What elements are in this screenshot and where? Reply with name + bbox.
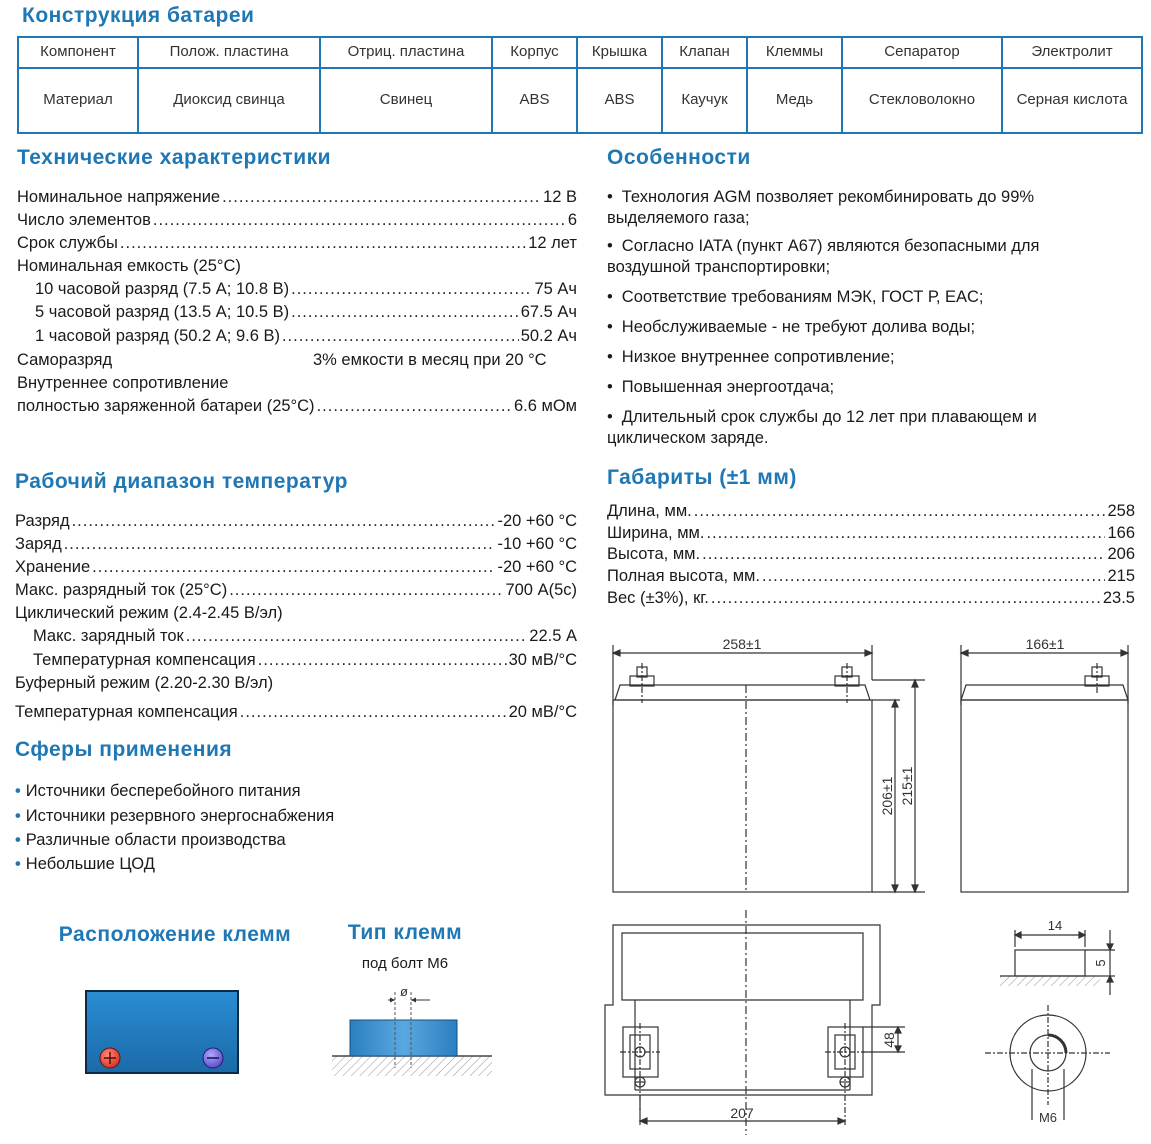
spec-label: Ширина, мм. <box>607 524 705 542</box>
table-cell: Диоксид свинца <box>138 68 320 133</box>
spec-label: 1 часовой разряд (50.2 А; 9.6 В) <box>35 327 280 345</box>
spec-value: 215 <box>1107 567 1135 585</box>
spec-label: Макс. разрядный ток (25°C) <box>15 581 228 599</box>
terminal-spacing-label: 207 <box>730 1105 754 1121</box>
spec-value: -10 +60 °C <box>497 535 577 553</box>
spec-label: Заряд <box>15 535 62 553</box>
table-cell: ABS <box>577 68 662 133</box>
table-cell: ABS <box>492 68 577 133</box>
list-item: • Повышенная энергоотдача; <box>607 378 835 396</box>
list-item-text: Различные области производства <box>25 831 286 849</box>
terminal-diameter-label: 14 <box>1047 918 1063 933</box>
spec-value: 30 мВ/°С <box>508 651 577 669</box>
spec-label: Температурная компенсация <box>15 703 238 721</box>
spec-resistance <box>17 395 577 417</box>
spec-value: 6.6 мОм <box>513 397 577 415</box>
temp-buffer-label: Буферный режим (2.20-2.30 В/эл) <box>15 674 274 692</box>
list-item-text: Согласно IATA (пункт А67) являются безопасными для воздушной транспортировки; <box>607 237 1040 276</box>
total-height-dimension-label: 215±1 <box>899 766 915 806</box>
list-item-text: Источники бесперебойного питания <box>25 782 301 800</box>
spec-value: 75 Ач <box>534 280 577 298</box>
terminal-type-diagram <box>330 978 495 1078</box>
list-item: • Низкое внутреннее сопротивление; <box>607 348 895 366</box>
spec-life <box>17 232 577 254</box>
table-header-cell: Клапан <box>662 37 747 68</box>
terminal-offset-label: 48 <box>881 1032 897 1048</box>
table-cell: Свинец <box>320 68 492 133</box>
features-title: Особенности <box>607 146 751 169</box>
spec-label: Температурная компенсация <box>33 651 256 669</box>
dim-width <box>607 522 1135 544</box>
positive-terminal-icon <box>100 1048 120 1068</box>
spec-label: Макс. зарядный ток <box>33 627 184 645</box>
construction-title: Конструкция батареи <box>22 4 255 27</box>
table-header-cell: Клеммы <box>747 37 842 68</box>
diameter-symbol: ø <box>400 984 408 999</box>
spec-value: -20 +60 °C <box>497 512 577 530</box>
dim-total-height <box>607 565 1135 587</box>
spec-value: 700 А(5с) <box>505 581 577 599</box>
top-view <box>605 910 905 1135</box>
spec-cap5 <box>35 301 577 323</box>
dim-weight <box>607 587 1135 609</box>
terminal-type-title: Тип клемм <box>347 921 463 944</box>
list-item-text: Небольшие ЦОД <box>25 855 155 873</box>
spec-value: 50.2 Ач <box>520 327 577 345</box>
list-item: • Соответствие требованиям МЭК, ГОСТ Р, EAC; <box>607 288 984 306</box>
spec-label: Хранение <box>15 558 91 576</box>
list-item-text: Длительный срок службы до 12 лет при плавающем и циклическом заряде. <box>607 408 1037 447</box>
table-header-cell: Корпус <box>492 37 577 68</box>
height-dimension-label: 206±1 <box>879 776 895 816</box>
tech-title: Технические характеристики <box>17 146 332 169</box>
side-view <box>961 645 1128 892</box>
table-header-cell: Отриц. пластина <box>320 37 492 68</box>
temp-max-discharge <box>15 579 577 601</box>
list-item-text: Источники резервного энергоснабжения <box>25 807 335 825</box>
spec-selfdischarge-value: 3% емкости в месяц при 20 °C <box>313 351 547 369</box>
temp-cyclic-label: Циклический режим (2.4-2.45 В/эл) <box>15 604 283 622</box>
spec-value: 23.5 <box>1102 589 1135 607</box>
spec-cap10 <box>35 278 577 300</box>
front-view <box>613 645 925 892</box>
spec-label: Вес (±3%), кг. <box>607 589 709 607</box>
spec-value: 166 <box>1107 524 1135 542</box>
width-dimension-label: 166±1 <box>1025 636 1065 652</box>
materials-table <box>17 36 1143 134</box>
dim-height <box>607 543 1135 565</box>
table-cell: Серная кислота <box>1002 68 1142 133</box>
table-cell: Медь <box>747 68 842 133</box>
spec-label: Высота, мм. <box>607 545 701 563</box>
terminal-height-label: 5 <box>1093 959 1108 967</box>
spec-label: Срок службы <box>17 234 118 252</box>
temp-compensation-buffer <box>15 701 577 723</box>
spec-label: Число элементов <box>17 211 151 229</box>
spec-voltage <box>17 186 577 208</box>
dimension-drawing <box>580 625 1150 1140</box>
table-cell: Стекловолокно <box>842 68 1002 133</box>
list-item-text: Технология AGM позволяет рекомбинировать до 99% выделяемого газа; <box>607 188 1035 227</box>
list-item: • Согласно IATA (пункт А67) являются безопасными для воздушной транспортировки; <box>607 237 1040 276</box>
spec-value: 206 <box>1107 545 1135 563</box>
spec-value: 67.5 Ач <box>520 303 577 321</box>
list-item-text: Низкое внутреннее сопротивление; <box>621 348 895 366</box>
spec-value: 12 лет <box>528 234 577 252</box>
spec-cells <box>17 209 577 231</box>
negative-terminal-icon <box>203 1048 223 1068</box>
spec-resistance-label: Внутреннее сопротивление <box>17 374 229 392</box>
spec-value: 12 В <box>543 188 577 206</box>
table-header-cell: Сепаратор <box>842 37 1002 68</box>
spec-cap1 <box>35 325 577 347</box>
dims-title: Габариты (±1 мм) <box>607 466 797 489</box>
spec-label: Длина, мм. <box>607 502 692 520</box>
bolt-size-label: М6 <box>1038 1110 1058 1125</box>
list-item: • Технология AGM позволяет рекомбинировать до 99% выделяемого газа; <box>607 188 1035 227</box>
temp-title: Рабочий диапазон температур <box>15 470 348 493</box>
list-item: • Различные области производства <box>15 831 286 849</box>
spec-label: Номинальное напряжение <box>17 188 221 206</box>
length-dimension-label: 258±1 <box>722 636 762 652</box>
spec-label: 5 часовой разряд (13.5 А; 10.5 В) <box>35 303 290 321</box>
temp-compensation-cyclic <box>33 649 577 671</box>
list-item: • Длительный срок службы до 12 лет при плавающем и циклическом заряде. <box>607 408 1037 447</box>
list-item-text: Соответствие требованиям МЭК, ГОСТ Р, EAC; <box>621 288 984 306</box>
table-header-cell: Компонент <box>18 37 138 68</box>
table-cell: Каучук <box>662 68 747 133</box>
table-header-cell: Крышка <box>577 37 662 68</box>
list-item: • Необслуживаемые - не требуют долива воды; <box>607 318 976 336</box>
terminal-detail <box>985 930 1115 1120</box>
spec-selfdischarge-label: Саморазряд <box>17 351 113 369</box>
list-item: • Источники бесперебойного питания <box>15 782 301 800</box>
spec-value: 22.5 А <box>529 627 577 645</box>
terminal-type-subtitle: под болт М6 <box>361 955 449 972</box>
spec-capacity-label: Номинальная емкость (25°C) <box>17 257 241 275</box>
terminal-layout-diagram <box>80 985 245 1080</box>
spec-label: Разряд <box>15 512 70 530</box>
temp-charge <box>15 533 577 555</box>
list-item-text: Необслуживаемые - не требуют долива воды; <box>621 318 976 336</box>
spec-value: -20 +60 °C <box>497 558 577 576</box>
list-item-text: Повышенная энергоотдача; <box>621 378 835 396</box>
temp-discharge <box>15 510 577 532</box>
table-header-cell: Полож. пластина <box>138 37 320 68</box>
table-header-cell: Электролит <box>1002 37 1142 68</box>
list-item: • Небольшие ЦОД <box>15 855 155 873</box>
table-cell: Материал <box>18 68 138 133</box>
temp-max-charge <box>33 625 577 647</box>
temp-storage <box>15 556 577 578</box>
spec-label: 10 часовой разряд (7.5 А; 10.8 В) <box>35 280 290 298</box>
spec-label: полностью заряженной батареи (25°C) <box>17 397 315 415</box>
dim-length <box>607 500 1135 522</box>
spec-value: 6 <box>567 211 577 229</box>
apps-title: Сферы применения <box>15 738 233 761</box>
list-item: • Источники резервного энергоснабжения <box>15 807 335 825</box>
spec-value: 258 <box>1107 502 1135 520</box>
spec-value: 20 мВ/°С <box>508 703 577 721</box>
spec-label: Полная высота, мм. <box>607 567 760 585</box>
terminal-layout-title: Расположение клемм <box>58 923 292 946</box>
